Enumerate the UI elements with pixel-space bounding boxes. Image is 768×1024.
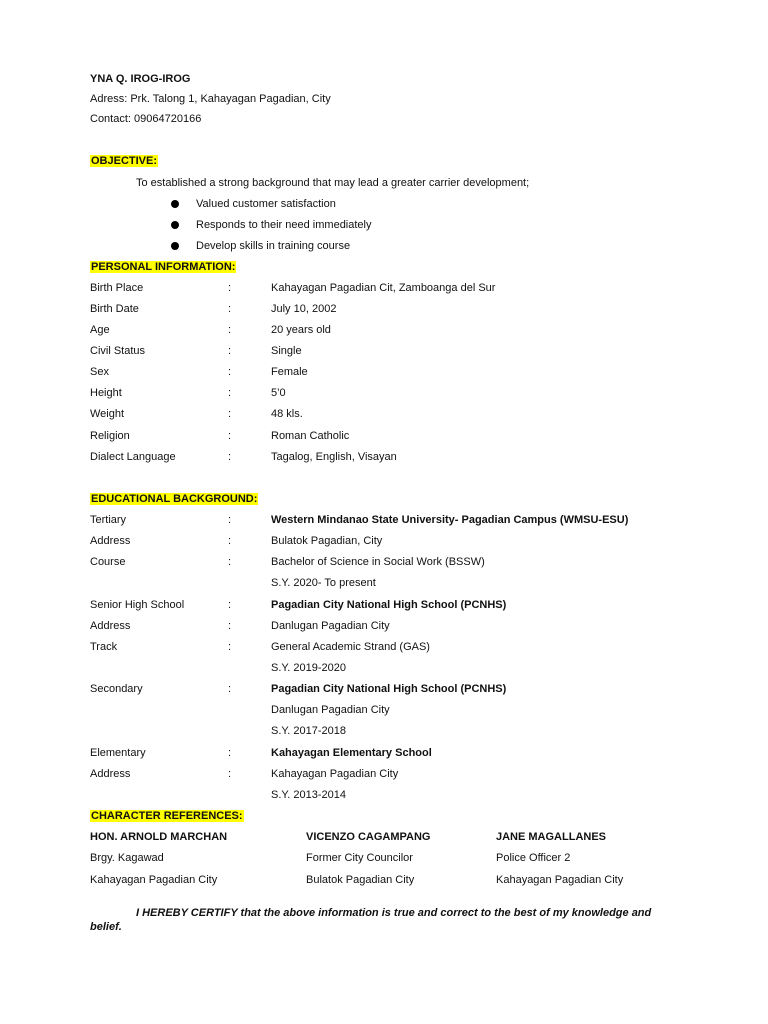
info-label: Sex xyxy=(90,366,109,378)
edu-school-year: S.Y. 2019-2020 xyxy=(271,662,347,674)
info-separator: : xyxy=(228,408,232,420)
edu-school-year: S.Y. 2017-2018 xyxy=(271,725,347,737)
edu-label: Address xyxy=(90,620,131,632)
info-value: 48 kls. xyxy=(271,408,303,420)
objective-bullet: Develop skills in training course xyxy=(196,240,351,252)
references-heading xyxy=(90,809,244,823)
bullet-icon xyxy=(171,200,179,208)
info-separator: : xyxy=(228,387,232,399)
reference-location: Bulatok Pagadian City xyxy=(306,874,415,886)
info-label: Civil Status xyxy=(90,345,146,357)
edu-label: Address xyxy=(90,535,131,547)
edu-school-year: S.Y. 2013-2014 xyxy=(271,789,347,801)
edu-separator: : xyxy=(228,556,232,568)
objective-bullet: Responds to their need immediately xyxy=(196,219,372,231)
info-label: Birth Place xyxy=(90,282,144,294)
edu-separator: : xyxy=(228,620,232,632)
edu-label: Tertiary xyxy=(90,514,127,526)
info-separator: : xyxy=(228,324,232,336)
info-label: Religion xyxy=(90,430,130,442)
edu-separator: : xyxy=(228,683,232,695)
edu-label: Elementary xyxy=(90,747,146,759)
edu-label: Course xyxy=(90,556,126,568)
info-value: Tagalog, English, Visayan xyxy=(271,451,397,463)
info-separator: : xyxy=(228,282,232,294)
applicant-name: YNA Q. IROG-IROG xyxy=(90,73,191,85)
edu-label: Track xyxy=(90,641,118,653)
edu-school-name: Pagadian City National High School (PCNHS) xyxy=(271,683,507,695)
edu-separator: : xyxy=(228,641,232,653)
reference-location: Kahayagan Pagadian City xyxy=(90,874,218,886)
bullet-icon xyxy=(171,221,179,229)
edu-label: Address xyxy=(90,768,131,780)
info-value: July 10, 2002 xyxy=(271,303,337,315)
edu-school-name: Pagadian City National High School (PCNHS) xyxy=(271,599,507,611)
edu-value: Bachelor of Science in Social Work (BSSW) xyxy=(271,556,485,568)
edu-label: Secondary xyxy=(90,683,143,695)
info-label: Dialect Language xyxy=(90,451,176,463)
objective-heading-text: OBJECTIVE: xyxy=(91,155,158,167)
edu-separator: : xyxy=(228,747,232,759)
reference-position: Police Officer 2 xyxy=(496,852,571,864)
bullet-icon xyxy=(171,242,179,250)
objective-heading xyxy=(90,154,158,168)
info-separator: : xyxy=(228,366,232,378)
contact-line: Contact: 09064720166 xyxy=(90,113,202,125)
info-label: Age xyxy=(90,324,110,336)
info-label: Height xyxy=(90,387,122,399)
address-line: Adress: Prk. Talong 1, Kahayagan Pagadian, City xyxy=(90,93,331,105)
objective-statement: To established a strong background that may lead a greater carrier development; xyxy=(136,177,530,189)
reference-position: Brgy. Kagawad xyxy=(90,852,164,864)
info-separator: : xyxy=(228,345,232,357)
info-value: Roman Catholic xyxy=(271,430,350,442)
info-value: Female xyxy=(271,366,308,378)
info-label: Weight xyxy=(90,408,125,420)
personal-info-heading-text: PERSONAL INFORMATION: xyxy=(91,261,236,273)
info-value: Kahayagan Pagadian Cit, Zamboanga del Sur xyxy=(271,282,496,294)
edu-value: Bulatok Pagadian, City xyxy=(271,535,383,547)
education-heading-text: EDUCATIONAL BACKGROUND: xyxy=(91,493,258,505)
info-separator: : xyxy=(228,430,232,442)
edu-school-year: S.Y. 2020- To present xyxy=(271,577,376,589)
info-value: Single xyxy=(271,345,302,357)
references-heading-text: CHARACTER REFERENCES: xyxy=(91,810,243,822)
info-value: 5’0 xyxy=(271,387,286,399)
edu-value: Kahayagan Pagadian City xyxy=(271,768,399,780)
objective-bullet: Valued customer satisfaction xyxy=(196,198,336,210)
edu-value: General Academic Strand (GAS) xyxy=(271,641,430,653)
edu-separator: : xyxy=(228,514,232,526)
edu-school-name: Kahayagan Elementary School xyxy=(271,747,432,759)
edu-separator: : xyxy=(228,768,232,780)
info-label: Birth Date xyxy=(90,303,139,315)
certification-statement: I HEREBY CERTIFY that the above information is true and correct to the best of my knowledge and belief. xyxy=(90,907,652,933)
info-separator: : xyxy=(228,451,232,463)
edu-school-name: Western Mindanao State University- Pagadian Campus (WMSU-ESU) xyxy=(271,514,629,526)
info-value: 20 years old xyxy=(271,324,331,336)
personal-info-heading xyxy=(90,260,236,274)
edu-separator: : xyxy=(228,535,232,547)
reference-location: Kahayagan Pagadian City xyxy=(496,874,624,886)
edu-separator: : xyxy=(228,599,232,611)
reference-name: HON. ARNOLD MARCHAN xyxy=(90,831,228,843)
info-separator: : xyxy=(228,303,232,315)
edu-label: Senior High School xyxy=(90,599,185,611)
reference-name: VICENZO CAGAMPANG xyxy=(306,831,431,843)
edu-value: Danlugan Pagadian City xyxy=(271,620,390,632)
reference-name: JANE MAGALLANES xyxy=(496,831,607,843)
education-heading xyxy=(90,492,258,506)
edu-value: Danlugan Pagadian City xyxy=(271,704,390,716)
reference-position: Former City Councilor xyxy=(306,852,413,864)
